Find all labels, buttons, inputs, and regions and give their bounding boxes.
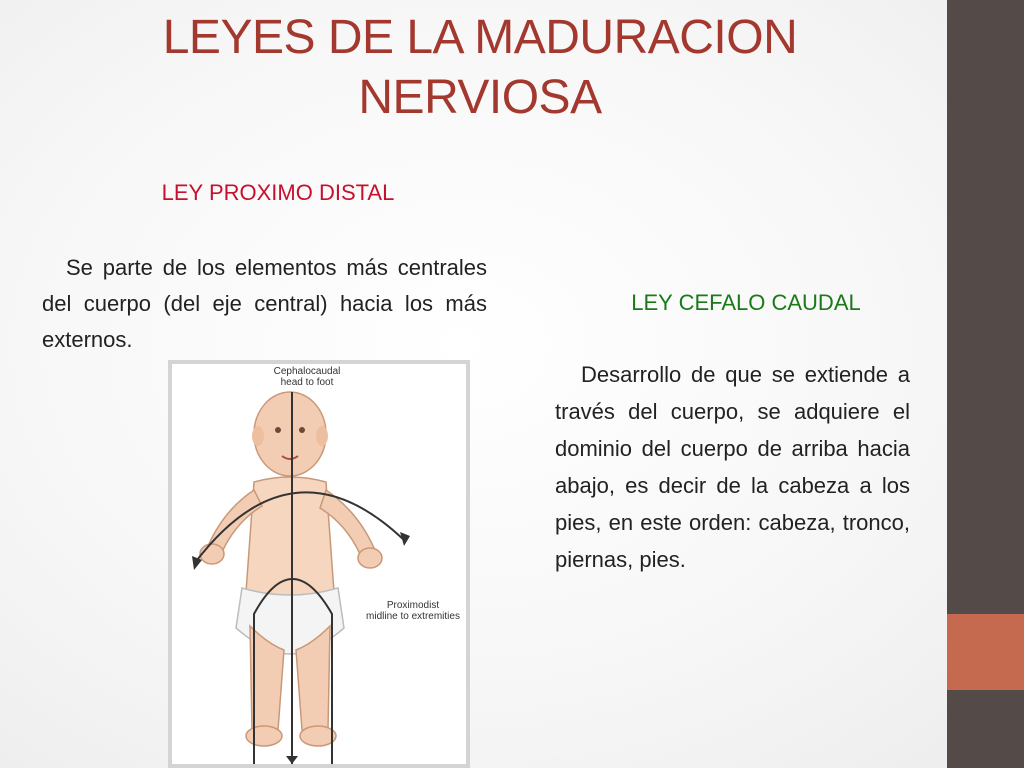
- title-line-2: NERVIOSA: [358, 71, 602, 124]
- figure-label-cephalocaudal: [242, 366, 372, 388]
- label-proximodistal-title: Proximodist: [386, 600, 440, 611]
- label-proximodistal-sub: midline to extremities: [366, 611, 460, 622]
- figure-label-proximodistal: [358, 600, 468, 622]
- label-cephalocaudal-title: Cephalocaudal: [273, 366, 341, 377]
- paragraph-cefalo-caudal: Desarrollo de que se extiende a través del cuerpo, se adquiere el dominio del cuerpo de arriba hacia abajo, es decir de la cabeza a los pies, en este orden: cabeza, tronco, piernas, pies.: [555, 362, 910, 572]
- title-line-1: LEYES DE LA MADURACION: [162, 11, 798, 64]
- slide-title: [40, 8, 920, 128]
- heading-proximo-distal: LEY PROXIMO DISTAL: [161, 180, 395, 205]
- heading-cefalo-caudal: LEY CEFALO CAUDAL: [631, 290, 861, 315]
- sidebar-accent-block: [947, 614, 1024, 690]
- paragraph-proximo-distal: Se parte de los elementos más centrales del cuerpo (del eje central) hacia los más externos.: [42, 255, 487, 352]
- baby-illustration: [172, 364, 466, 764]
- label-cephalocaudal-sub: head to foot: [280, 377, 334, 388]
- baby-development-figure: [168, 360, 470, 768]
